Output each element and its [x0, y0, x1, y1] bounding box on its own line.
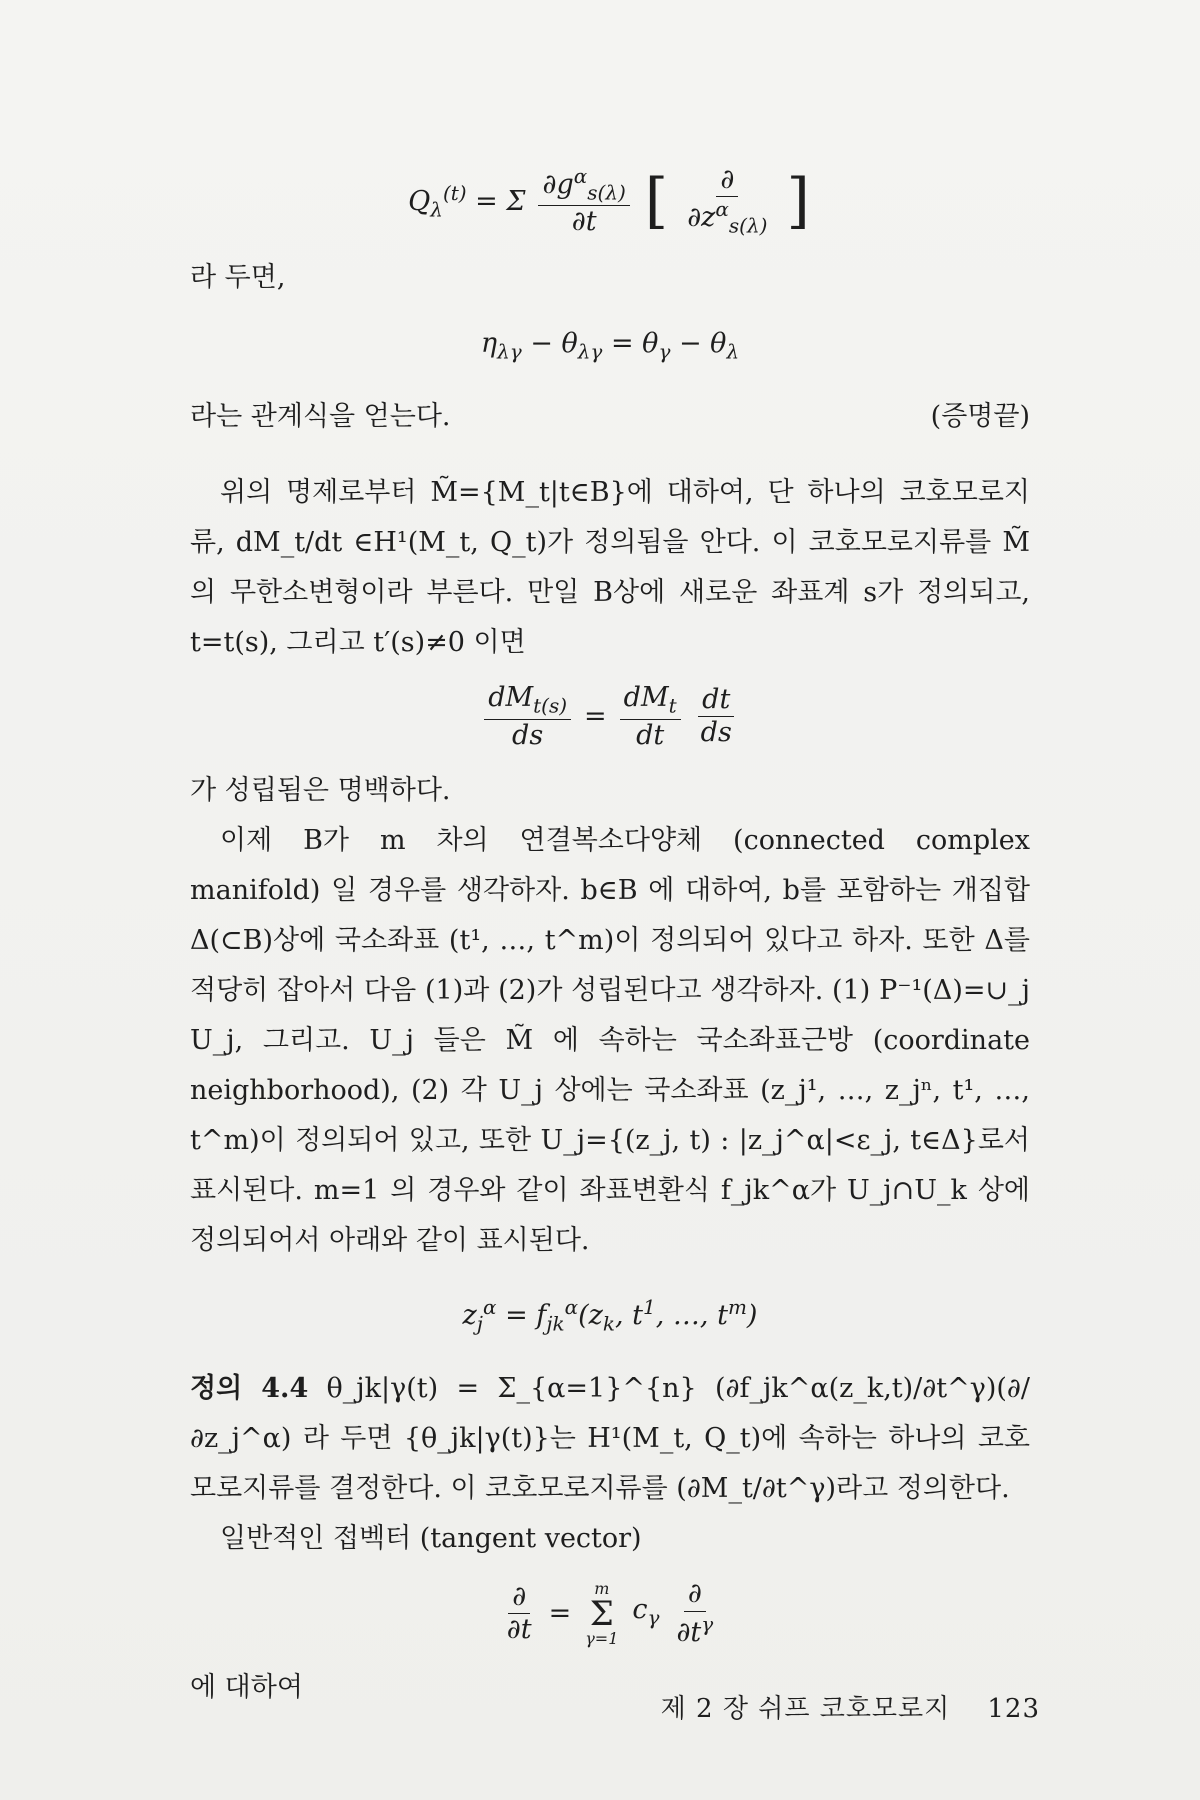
definition-body: θ_jk|γ(t) = Σ_{α=1}^{n} (∂f_jk^α(z_k,t)/∂t^γ)(∂/∂z_j^α) 라 두면 {θ_jk|γ(t)}는 H¹(M_t, Q_t)에 속하는 하나의 코호모로지류를 결정한다. 이 코호모로지류를 (∂M_t/∂t^γ)라고 정의한다. [190, 1373, 1030, 1505]
definition-4-4 [190, 1364, 1030, 1514]
equation-coord-change: $z_j^\alpha = f_{jk}^\alpha(z_k$, $t^1$, …, $t^m$) [462, 1294, 758, 1336]
equation-q-lambda: $Q_\lambda^{(t)} = \Sigma$ $\frac{\partial g^\alpha_{s(\lambda)}}{\partial t}$ [ $\frac{\partial}{\partial z^\alpha_{s(\lambda)}}$ ] [408, 164, 810, 238]
text-p1: 라 두면, [190, 261, 286, 293]
page-content [190, 150, 1030, 1713]
text-p6: 일반적인 접벡터 (tangent vector) [220, 1523, 642, 1555]
text-p2: 라는 관계식을 얻는다. [190, 401, 451, 433]
qed-row [190, 392, 1030, 442]
text-p7: 에 대하여 [190, 1671, 303, 1703]
text-p5: 이제 B가 m 차의 연결복소다양체 (connected complex manifold) 일 경우를 생각하자. b∈B 에 대하여, b를 포함하는 개집합 Δ(⊂B)상에 국소좌표 (t¹, …, t^m)이 정의되어 있다고 하자. 또한 Δ를 적당히 잡아서 다음 (1)과 (2)가 성립된다고 생각하자. (1) P⁻¹(Δ)=∪_j U_j, 그리고. U_j 들은 M̃ 에 속하는 국소좌표근방 (coordinate neighborhood), (2) 각 U_j 상에는 국소좌표 (z_j¹, …, z_jⁿ, t¹, …, t^m)이 정의되어 있고, 또한 U_j={(z_j, t) : |z_j^α|<ε_j, t∈Δ}로서 표시된다. m=1 의 경우와 같이 좌표변환식 f_jk^α가 U_j∩U_k 상에 정의되어서 아래와 같이 표시된다. [190, 824, 1030, 1256]
equation-tangent: $\frac{\partial}{\partial t}$ = m Σ γ=1 $c_\gamma$ $\frac{\partial}{\partial t^\gamma}$ [506, 1578, 714, 1648]
qed-mark: (증명끝) [930, 401, 1030, 433]
page-number: 123 [987, 1694, 1040, 1724]
page-footer [640, 1688, 1040, 1725]
equation-chain-rule: $\frac{dM_{t(s)}}{ds}$ = $\frac{dM_t}{dt}$ $\frac{dt}{ds}$ [190, 684, 1030, 750]
chapter-title: 제 2 장 쉬프 코호모로지 [660, 1694, 951, 1724]
text-p3: 위의 명제로부터 M̃={M_t|t∈B}에 대하여, 단 하나의 코호모로지류, dM_t/dt ∈H¹(M_t, Q_t)가 정의됨을 안다. 이 코호모로지류를 M̃ 의 무한소변형이라 부른다. 만일 B상에 새로운 좌표계 s가 정의되고, t=t(s), 그리고 t′(s)≠0 이면 [190, 477, 1030, 659]
definition-label: 정의 4.4 [190, 1373, 309, 1405]
text-p4: 가 성립됨은 명백하다. [190, 774, 451, 806]
equation-eta-relation: $\eta_{\lambda\gamma} - \theta_{\lambda\gamma} = \theta_\gamma - \theta_\lambda$ [480, 327, 740, 364]
